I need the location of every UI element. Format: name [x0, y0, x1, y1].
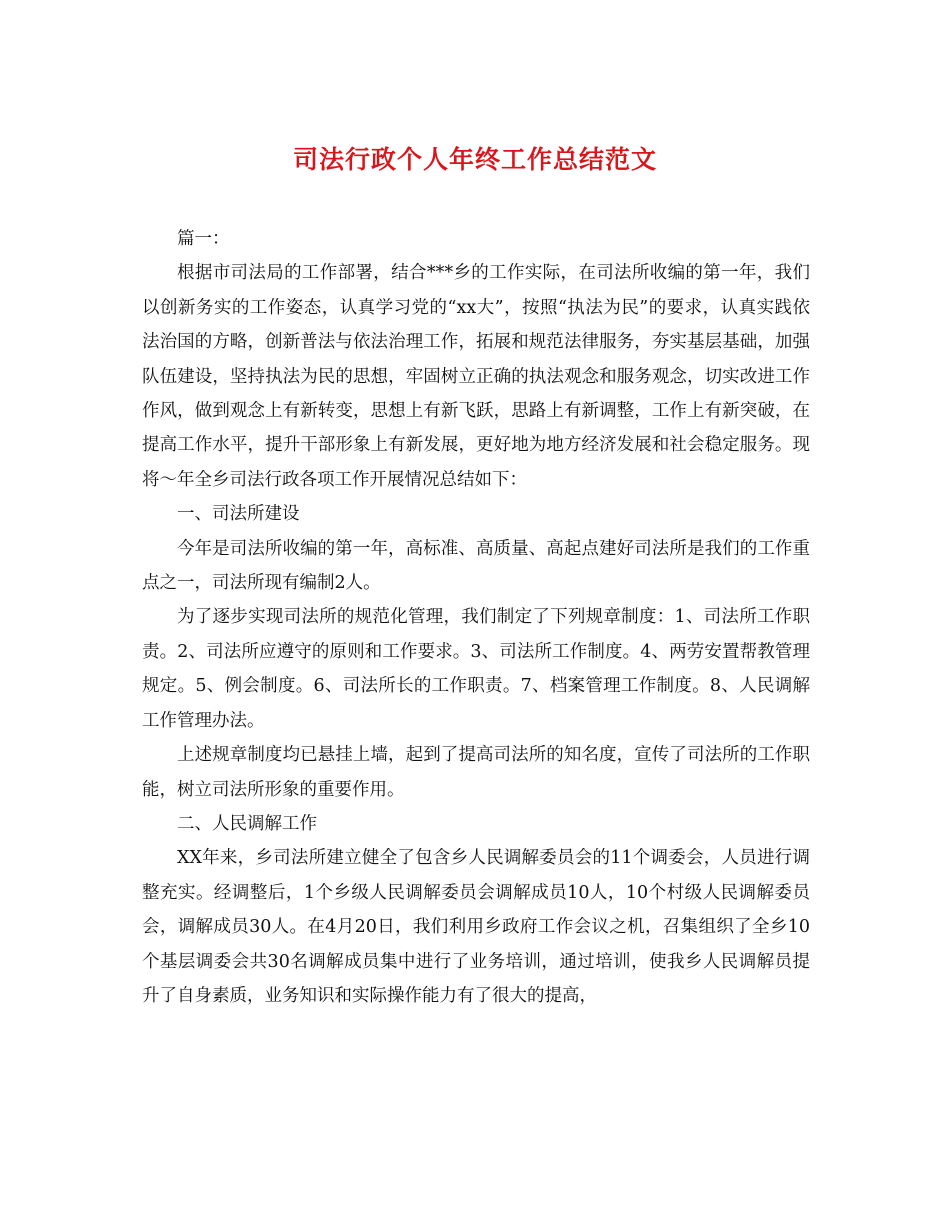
paragraph-office-overview: 今年是司法所收编的第一年，高标准、高质量、高起点建好司法所是我们的工作重点之一，司法所现有编制2人。: [142, 538, 810, 594]
document-title: 司法行政个人年终工作总结范文: [292, 145, 657, 174]
heading-judicial-office-construction: 一、司法所建设: [177, 504, 300, 525]
paragraph-regulations: 为了逐步实现司法所的规范化管理，我们制定了下列规章制度：1、司法所工作职责。2、司法所应遵守的原则和工作要求。3、司法所工作制度。4、两劳安置帮教管理规定。5、例会制度。6、司法所长的工作职责。7、档案管理工作制度。8、人民调解工作管理办法。: [142, 607, 810, 731]
paragraph-regulations-effect: 上述规章制度均已悬挂上墙，起到了提高司法所的知名度，宣传了司法所的工作职能，树立司法所形象的重要作用。: [142, 745, 810, 800]
heading-mediation-work: 二、人民调解工作: [177, 813, 317, 834]
document-body: [142, 222, 810, 1013]
paragraph-intro: 根据市司法局的工作部署，结合***乡的工作实际，在司法所收编的第一年，我们以创新务实的工作姿态，认真学习党的“xx大”，按照“执法为民”的要求，认真实践依法治国的方略，创新普法与依法治理工作，拓展和规范法律服务，夯实基层基础，加强队伍建设，坚持执法为民的思想，牢固树立正确的执法观念和服务观念，切实改进工作作风，做到观念上有新转变，思想上有新飞跃，思路上有新调整，工作上有新突破，在提高工作水平，提升干部形象上有新发展，更好地为地方经济发展和社会稳定服务。现将～年全乡司法行政各项工作开展情况总结如下：: [142, 263, 810, 490]
paragraph-section-label: 篇一：: [177, 229, 230, 249]
paragraph-mediation: XX年来，乡司法所建立健全了包含乡人民调解委员会的11个调委会，人员进行调整充实。经调整后，1个乡级人民调解委员会调解成员10人，10个村级人民调解委员会，调解成员30人。在4月20日，我们利用乡政府工作会议之机，召集组织了全乡10个基层调委会共30名调解成员集中进行了业务培训，通过培训，使我乡人民调解员提升了自身素质，业务知识和实际操作能力有了很大的提高，: [142, 848, 810, 1006]
